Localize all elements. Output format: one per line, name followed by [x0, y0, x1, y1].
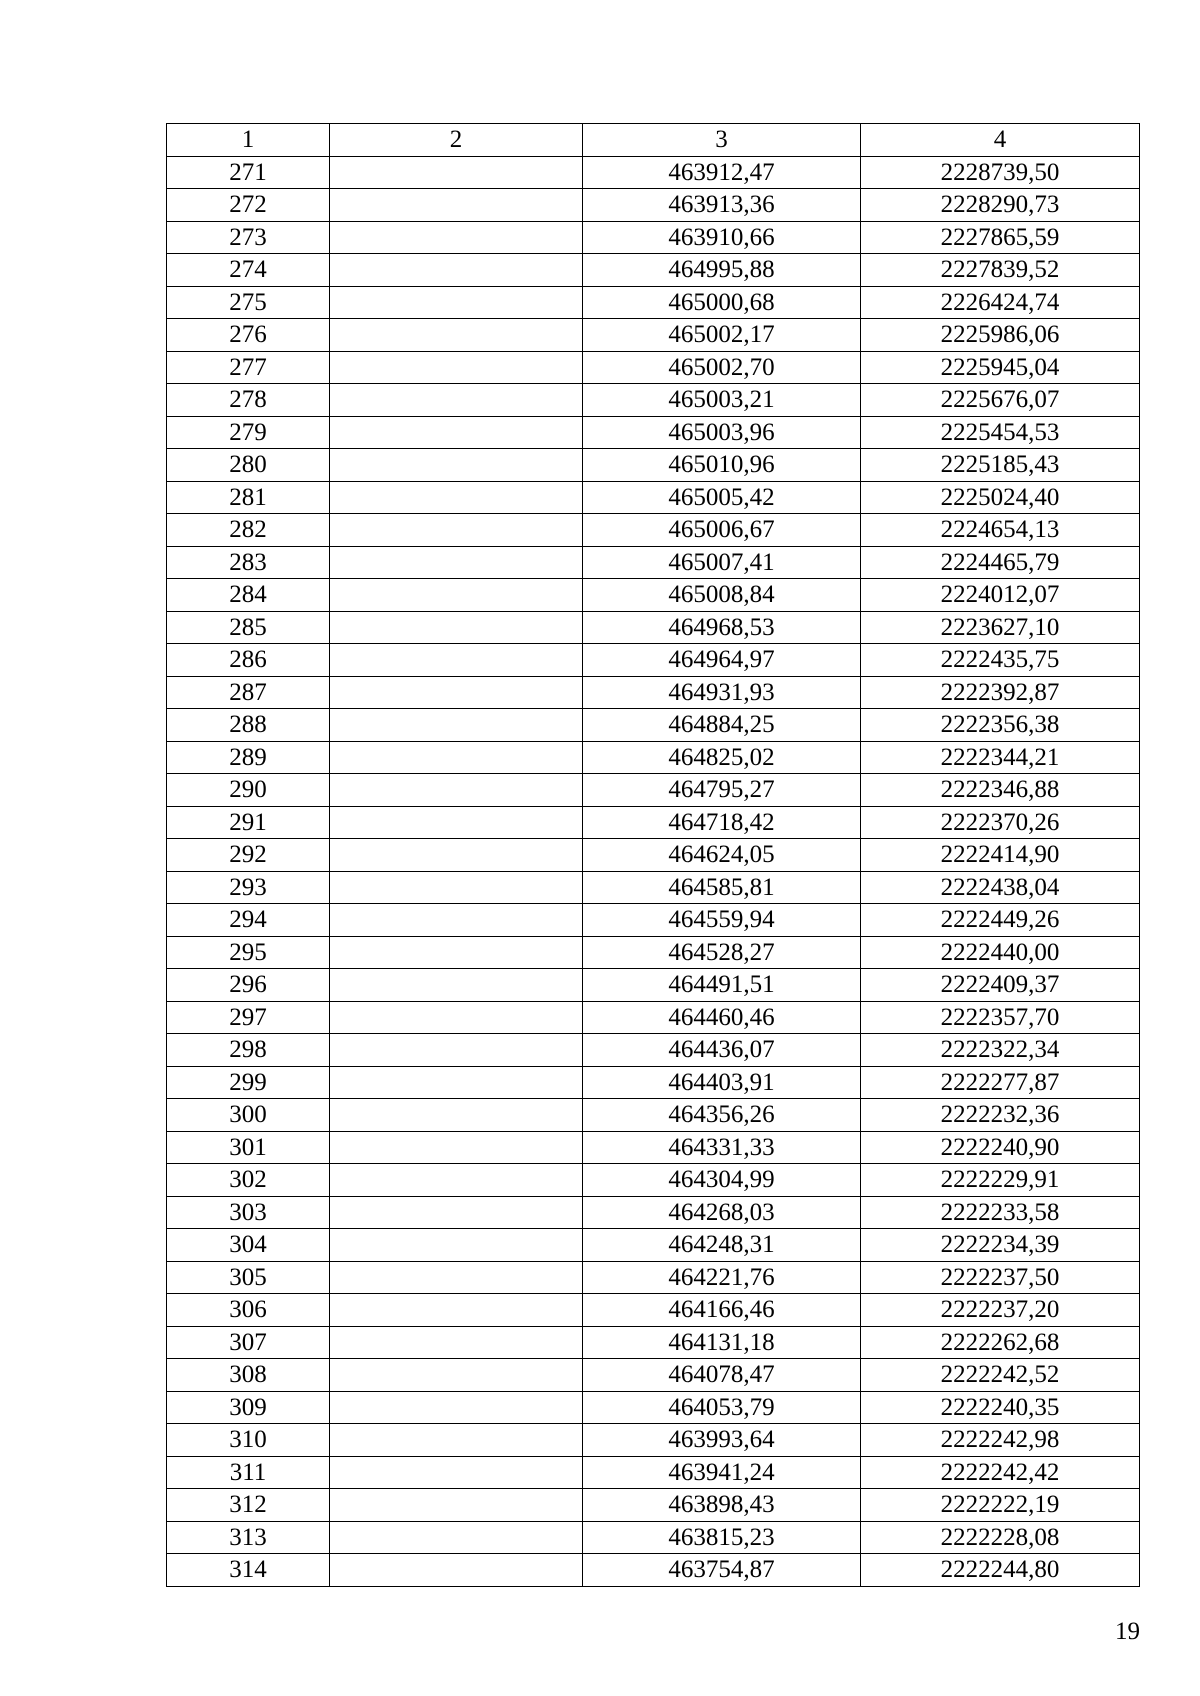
x-coordinate-cell: 464995,88 [583, 254, 861, 287]
x-coordinate-cell: 463898,43 [583, 1489, 861, 1522]
description-cell [330, 904, 583, 937]
y-coordinate-cell: 2222222,19 [861, 1489, 1140, 1522]
x-coordinate-cell: 463941,24 [583, 1456, 861, 1489]
table-body [167, 156, 1140, 1586]
x-coordinate-cell: 464968,53 [583, 611, 861, 644]
table-row [167, 936, 1140, 969]
description-cell [330, 189, 583, 222]
x-coordinate-cell: 463910,66 [583, 221, 861, 254]
table-row [167, 189, 1140, 222]
point-number-cell: 305 [167, 1261, 330, 1294]
y-coordinate-cell: 2227865,59 [861, 221, 1140, 254]
y-coordinate-cell: 2222234,39 [861, 1229, 1140, 1262]
table-row [167, 1359, 1140, 1392]
description-cell [330, 611, 583, 644]
description-cell [330, 514, 583, 547]
point-number-cell: 295 [167, 936, 330, 969]
point-number-cell: 273 [167, 221, 330, 254]
point-number-cell: 285 [167, 611, 330, 644]
table-row [167, 806, 1140, 839]
y-coordinate-cell: 2225676,07 [861, 384, 1140, 417]
x-coordinate-cell: 464491,51 [583, 969, 861, 1002]
point-number-cell: 314 [167, 1554, 330, 1587]
y-coordinate-cell: 2225185,43 [861, 449, 1140, 482]
description-cell [330, 1099, 583, 1132]
point-number-cell: 279 [167, 416, 330, 449]
column-header: 4 [861, 124, 1140, 157]
x-coordinate-cell: 465000,68 [583, 286, 861, 319]
table-row [167, 156, 1140, 189]
x-coordinate-cell: 463754,87 [583, 1554, 861, 1587]
description-cell [330, 1424, 583, 1457]
x-coordinate-cell: 464795,27 [583, 774, 861, 807]
table-row [167, 1326, 1140, 1359]
x-coordinate-cell: 464931,93 [583, 676, 861, 709]
description-cell [330, 741, 583, 774]
table-row [167, 1099, 1140, 1132]
point-number-cell: 312 [167, 1489, 330, 1522]
y-coordinate-cell: 2222414,90 [861, 839, 1140, 872]
description-cell [330, 806, 583, 839]
x-coordinate-cell: 463815,23 [583, 1521, 861, 1554]
x-coordinate-cell: 465006,67 [583, 514, 861, 547]
table-row [167, 676, 1140, 709]
y-coordinate-cell: 2222237,50 [861, 1261, 1140, 1294]
point-number-cell: 278 [167, 384, 330, 417]
x-coordinate-cell: 465005,42 [583, 481, 861, 514]
x-coordinate-cell: 463912,47 [583, 156, 861, 189]
point-number-cell: 299 [167, 1066, 330, 1099]
x-coordinate-cell: 464078,47 [583, 1359, 861, 1392]
point-number-cell: 296 [167, 969, 330, 1002]
x-coordinate-cell: 464460,46 [583, 1001, 861, 1034]
y-coordinate-cell: 2222392,87 [861, 676, 1140, 709]
description-cell [330, 546, 583, 579]
table-row [167, 1034, 1140, 1067]
y-coordinate-cell: 2222322,34 [861, 1034, 1140, 1067]
table-row [167, 1521, 1140, 1554]
description-cell [330, 1456, 583, 1489]
table-row [167, 839, 1140, 872]
x-coordinate-cell: 464964,97 [583, 644, 861, 677]
description-cell [330, 1489, 583, 1522]
description-cell [330, 1164, 583, 1197]
table-row [167, 1489, 1140, 1522]
table-row [167, 1261, 1140, 1294]
point-number-cell: 310 [167, 1424, 330, 1457]
x-coordinate-cell: 465007,41 [583, 546, 861, 579]
y-coordinate-cell: 2222440,00 [861, 936, 1140, 969]
table-row [167, 449, 1140, 482]
y-coordinate-cell: 2222240,35 [861, 1391, 1140, 1424]
x-coordinate-cell: 464221,76 [583, 1261, 861, 1294]
description-cell [330, 1521, 583, 1554]
point-number-cell: 287 [167, 676, 330, 709]
point-number-cell: 281 [167, 481, 330, 514]
y-coordinate-cell: 2223627,10 [861, 611, 1140, 644]
point-number-cell: 301 [167, 1131, 330, 1164]
table-row [167, 514, 1140, 547]
x-coordinate-cell: 465003,96 [583, 416, 861, 449]
point-number-cell: 274 [167, 254, 330, 287]
x-coordinate-cell: 464559,94 [583, 904, 861, 937]
description-cell [330, 319, 583, 352]
point-number-cell: 284 [167, 579, 330, 612]
point-number-cell: 297 [167, 1001, 330, 1034]
table-row [167, 286, 1140, 319]
y-coordinate-cell: 2222277,87 [861, 1066, 1140, 1099]
point-number-cell: 306 [167, 1294, 330, 1327]
point-number-cell: 280 [167, 449, 330, 482]
table-row [167, 1294, 1140, 1327]
description-cell [330, 871, 583, 904]
description-cell [330, 1326, 583, 1359]
x-coordinate-cell: 464825,02 [583, 741, 861, 774]
point-number-cell: 313 [167, 1521, 330, 1554]
table-row [167, 611, 1140, 644]
table-row [167, 1164, 1140, 1197]
table-row [167, 416, 1140, 449]
description-cell [330, 969, 583, 1002]
y-coordinate-cell: 2225454,53 [861, 416, 1140, 449]
y-coordinate-cell: 2227839,52 [861, 254, 1140, 287]
table-row [167, 384, 1140, 417]
description-cell [330, 1066, 583, 1099]
table-row [167, 904, 1140, 937]
table-row [167, 1001, 1140, 1034]
table-row [167, 221, 1140, 254]
point-number-cell: 302 [167, 1164, 330, 1197]
y-coordinate-cell: 2225986,06 [861, 319, 1140, 352]
description-cell [330, 1391, 583, 1424]
column-header: 2 [330, 124, 583, 157]
point-number-cell: 283 [167, 546, 330, 579]
y-coordinate-cell: 2222232,36 [861, 1099, 1140, 1132]
point-number-cell: 308 [167, 1359, 330, 1392]
description-cell [330, 221, 583, 254]
y-coordinate-cell: 2222244,80 [861, 1554, 1140, 1587]
table-row [167, 546, 1140, 579]
x-coordinate-cell: 464053,79 [583, 1391, 861, 1424]
y-coordinate-cell: 2225945,04 [861, 351, 1140, 384]
table-row [167, 871, 1140, 904]
point-number-cell: 309 [167, 1391, 330, 1424]
table-row [167, 1456, 1140, 1489]
description-cell [330, 254, 583, 287]
description-cell [330, 1359, 583, 1392]
table-row [167, 254, 1140, 287]
point-number-cell: 289 [167, 741, 330, 774]
x-coordinate-cell: 464403,91 [583, 1066, 861, 1099]
column-header: 1 [167, 124, 330, 157]
y-coordinate-cell: 2222438,04 [861, 871, 1140, 904]
y-coordinate-cell: 2228290,73 [861, 189, 1140, 222]
x-coordinate-cell: 464268,03 [583, 1196, 861, 1229]
y-coordinate-cell: 2222409,37 [861, 969, 1140, 1002]
description-cell [330, 774, 583, 807]
point-number-cell: 304 [167, 1229, 330, 1262]
y-coordinate-cell: 2222370,26 [861, 806, 1140, 839]
x-coordinate-cell: 465008,84 [583, 579, 861, 612]
table-row [167, 579, 1140, 612]
y-coordinate-cell: 2225024,40 [861, 481, 1140, 514]
point-number-cell: 276 [167, 319, 330, 352]
table-row [167, 481, 1140, 514]
y-coordinate-cell: 2228739,50 [861, 156, 1140, 189]
point-number-cell: 282 [167, 514, 330, 547]
point-number-cell: 272 [167, 189, 330, 222]
x-coordinate-cell: 465003,21 [583, 384, 861, 417]
table-row [167, 774, 1140, 807]
description-cell [330, 839, 583, 872]
description-cell [330, 1294, 583, 1327]
y-coordinate-cell: 2222229,91 [861, 1164, 1140, 1197]
description-cell [330, 481, 583, 514]
description-cell [330, 936, 583, 969]
x-coordinate-cell: 464166,46 [583, 1294, 861, 1327]
y-coordinate-cell: 2226424,74 [861, 286, 1140, 319]
description-cell [330, 1229, 583, 1262]
description-cell [330, 1034, 583, 1067]
description-cell [330, 709, 583, 742]
description-cell [330, 416, 583, 449]
point-number-cell: 286 [167, 644, 330, 677]
description-cell [330, 1261, 583, 1294]
y-coordinate-cell: 2222262,68 [861, 1326, 1140, 1359]
x-coordinate-cell: 464304,99 [583, 1164, 861, 1197]
y-coordinate-cell: 2222233,58 [861, 1196, 1140, 1229]
table-row [167, 1554, 1140, 1587]
table-row [167, 319, 1140, 352]
x-coordinate-cell: 464585,81 [583, 871, 861, 904]
x-coordinate-cell: 464356,26 [583, 1099, 861, 1132]
description-cell [330, 644, 583, 677]
point-number-cell: 303 [167, 1196, 330, 1229]
description-cell [330, 1196, 583, 1229]
table-row [167, 969, 1140, 1002]
x-coordinate-cell: 465002,70 [583, 351, 861, 384]
table-row [167, 1131, 1140, 1164]
page-number: 19 [1115, 1618, 1140, 1645]
column-header: 3 [583, 124, 861, 157]
description-cell [330, 676, 583, 709]
y-coordinate-cell: 2222357,70 [861, 1001, 1140, 1034]
description-cell [330, 1131, 583, 1164]
description-cell [330, 579, 583, 612]
table-row [167, 1391, 1140, 1424]
x-coordinate-cell: 464436,07 [583, 1034, 861, 1067]
y-coordinate-cell: 2222449,26 [861, 904, 1140, 937]
y-coordinate-cell: 2222237,20 [861, 1294, 1140, 1327]
y-coordinate-cell: 2224012,07 [861, 579, 1140, 612]
table-row [167, 709, 1140, 742]
point-number-cell: 300 [167, 1099, 330, 1132]
description-cell [330, 351, 583, 384]
description-cell [330, 449, 583, 482]
table-row [167, 1066, 1140, 1099]
point-number-cell: 290 [167, 774, 330, 807]
x-coordinate-cell: 464884,25 [583, 709, 861, 742]
y-coordinate-cell: 2222344,21 [861, 741, 1140, 774]
y-coordinate-cell: 2222346,88 [861, 774, 1140, 807]
y-coordinate-cell: 2222228,08 [861, 1521, 1140, 1554]
x-coordinate-cell: 464331,33 [583, 1131, 861, 1164]
y-coordinate-cell: 2222242,98 [861, 1424, 1140, 1457]
x-coordinate-cell: 464248,31 [583, 1229, 861, 1262]
x-coordinate-cell: 463993,64 [583, 1424, 861, 1457]
x-coordinate-cell: 465010,96 [583, 449, 861, 482]
table-row [167, 741, 1140, 774]
description-cell [330, 286, 583, 319]
description-cell [330, 1554, 583, 1587]
point-number-cell: 292 [167, 839, 330, 872]
table-row [167, 1196, 1140, 1229]
table-row [167, 351, 1140, 384]
y-coordinate-cell: 2222435,75 [861, 644, 1140, 677]
point-number-cell: 311 [167, 1456, 330, 1489]
y-coordinate-cell: 2224465,79 [861, 546, 1140, 579]
y-coordinate-cell: 2224654,13 [861, 514, 1140, 547]
description-cell [330, 156, 583, 189]
x-coordinate-cell: 464528,27 [583, 936, 861, 969]
x-coordinate-cell: 464624,05 [583, 839, 861, 872]
table-header-row [167, 124, 1140, 157]
y-coordinate-cell: 2222356,38 [861, 709, 1140, 742]
x-coordinate-cell: 464718,42 [583, 806, 861, 839]
point-number-cell: 294 [167, 904, 330, 937]
point-number-cell: 275 [167, 286, 330, 319]
y-coordinate-cell: 2222242,52 [861, 1359, 1140, 1392]
table-row [167, 644, 1140, 677]
table-row [167, 1424, 1140, 1457]
description-cell [330, 1001, 583, 1034]
y-coordinate-cell: 2222240,90 [861, 1131, 1140, 1164]
x-coordinate-cell: 465002,17 [583, 319, 861, 352]
point-number-cell: 307 [167, 1326, 330, 1359]
description-cell [330, 384, 583, 417]
point-number-cell: 291 [167, 806, 330, 839]
y-coordinate-cell: 2222242,42 [861, 1456, 1140, 1489]
table-row [167, 1229, 1140, 1262]
coordinates-table [166, 123, 1140, 1587]
point-number-cell: 271 [167, 156, 330, 189]
x-coordinate-cell: 464131,18 [583, 1326, 861, 1359]
point-number-cell: 288 [167, 709, 330, 742]
x-coordinate-cell: 463913,36 [583, 189, 861, 222]
point-number-cell: 298 [167, 1034, 330, 1067]
point-number-cell: 277 [167, 351, 330, 384]
point-number-cell: 293 [167, 871, 330, 904]
